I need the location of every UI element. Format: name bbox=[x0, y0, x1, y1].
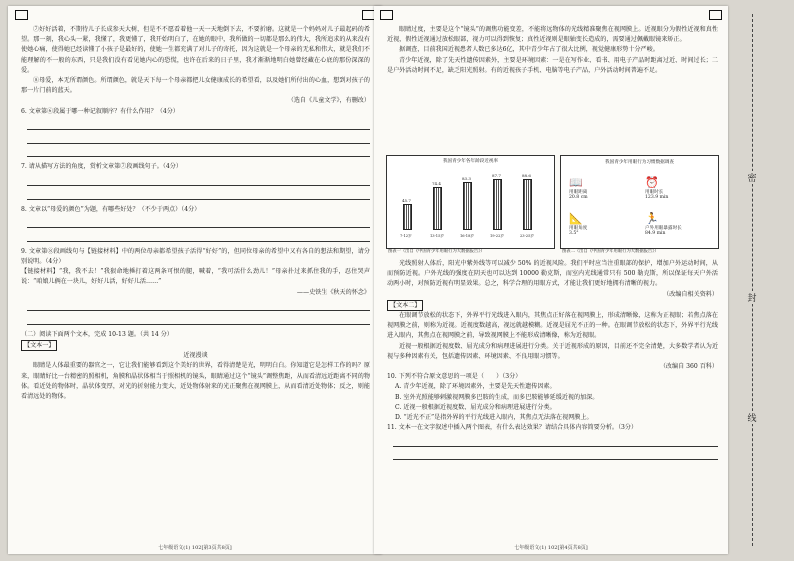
chart-figure-1 bbox=[386, 155, 555, 249]
eye-distance-icon: 📖 bbox=[569, 176, 583, 189]
chart-bar bbox=[433, 187, 442, 230]
answer-line[interactable] bbox=[27, 144, 370, 158]
tick-label: 16-18岁 bbox=[460, 234, 474, 238]
answer-line[interactable] bbox=[27, 298, 370, 312]
habit-item: ⏰ 用眼时长 123.9 min bbox=[645, 176, 669, 200]
chart-plot-area bbox=[387, 156, 554, 248]
question-6: 6. 文章第⑥段属于哪一种记叙顺序？有什么作用？（4分） bbox=[21, 107, 179, 115]
chart-bar bbox=[523, 179, 532, 230]
chart-figure-2 bbox=[560, 155, 719, 249]
source-note: （选自《儿童文学》，有删改） bbox=[287, 97, 370, 105]
text2-paragraph: 近视一般根据近视度数、屈光成分和病理进展进行分类。关于近视形成的原因，目前还不完全清楚，大多数学者认为近视与多种因素有关，包括遗传因素、环境因素、不良用眼习惯等。 bbox=[387, 342, 718, 360]
binding-margin bbox=[730, 6, 786, 554]
corner-marker bbox=[15, 10, 28, 20]
seal-char: 封 bbox=[744, 291, 760, 304]
answer-line[interactable] bbox=[393, 433, 718, 447]
clock-icon: ⏰ bbox=[645, 176, 659, 189]
page-footer: 七年级语文(1) 102[第4页共8页] bbox=[514, 545, 588, 551]
figure-caption: 图表一（出自《中国青少年用眼行为大数据报告》） bbox=[388, 249, 485, 254]
tick-label: 7-12岁 bbox=[400, 234, 412, 238]
link-source: ——史铁生《秋天的怀念》 bbox=[296, 288, 370, 296]
answer-line[interactable] bbox=[27, 173, 370, 187]
seal-line bbox=[752, 14, 753, 546]
corner-marker bbox=[380, 10, 393, 20]
habit-item: 🏃 户外用眼暴露时长 84.9 min bbox=[645, 212, 682, 236]
source-note: （改编自 360 百科） bbox=[659, 363, 718, 371]
right-page bbox=[374, 6, 728, 554]
answer-line[interactable] bbox=[27, 186, 370, 200]
data-label: 87.7 bbox=[492, 173, 501, 179]
chart-bar bbox=[493, 179, 502, 230]
option-b[interactable]: B. 室外光照能够刺激视网膜多巴胺的生成，而多巴胺能够延缓近视的加深。 bbox=[395, 393, 599, 401]
option-d[interactable]: D. “近光不正”是指外界的平行光线进入眼内，其焦点无法落在视网膜上。 bbox=[395, 414, 593, 422]
text1-paragraph: 光线照射人体后，阳光中紫外线等可以减少 50% 的近视风险。我们平时应当注重眼部的保护，增加户外运动时间，从而预防近视。户外光线的强度在阴天也可以达到 10000 勒克斯，而室内光线通常只有 500 勒克斯，所以保证每天户外活动两小时，对预防近视有明显效果。总之，科学合理的用眼方式，才能让我们更好地拥有清晰的视力。 bbox=[387, 260, 718, 288]
paragraph-7: ⑦好好活着，不期待儿子长成参天大树，但是不不愿看着他一天一天地倒下去，不要折磨。这就是一个妈妈对儿子最起码的希望。那一刻，我心头一紧，我懂了，我更懂了，我开始明白了，在她的眼中，我所做的一切都是那么的伟大，我所追求的从来没有使她心痛，使得她已经读懂了小孩子是最好的，使她一生都充满了对儿子的寄托，因为这就是一个母亲的无私和伟大，就是我们不能理解的不一般的东西，只是我们没有看见她内心的恐慌，也许在后来的日子里，我才渐渐地明白她曾经藏在心底的那份深深的爱。 bbox=[21, 26, 370, 74]
chart-bar bbox=[463, 182, 472, 230]
data-label: 88.6 bbox=[522, 172, 531, 178]
source-note: （改编自相关资料） bbox=[663, 290, 718, 298]
link-material-label: 【链接材料】 bbox=[21, 268, 60, 276]
text1-paragraph: 眼睛是人体最重要的器官之一，它让我们能够看到这个美好的世界，看得清楚是光，明明白白。你知道它是怎样工作的吗？原来，眼睛好比一台精密的照相机，角膜和晶状体相当于照相机的镜头，眼睛通过这个“镜头”调整焦距，从而看清远近距离不同的物体。看近处的物体时，晶状体变厚，对光的折射能力变大，近处物体射来的光正聚焦在视网膜上，从而看清近处物体；反之，则能看清远处的物体。 bbox=[21, 362, 370, 400]
text1-label: 【文本一】 bbox=[21, 340, 57, 351]
angle-icon: 📐 bbox=[569, 212, 583, 225]
text2-label: 【文本二】 bbox=[387, 300, 423, 311]
data-label: 45.7 bbox=[402, 197, 411, 203]
figure-caption: 图表二（出自《中国青少年用眼行为大数据报告》） bbox=[562, 249, 659, 254]
chart-bar bbox=[403, 204, 412, 231]
tick-label: 19-22岁 bbox=[490, 234, 504, 238]
page-footer: 七年级语文(1) 102[第3页共8页] bbox=[158, 545, 232, 551]
answer-line[interactable] bbox=[27, 130, 370, 144]
text1-paragraph: 眼睛过度，主要是这个“镜头”的调焦功能变差，不能将远物体的光线精准聚焦在视网膜上。近视眼分为假性近视和真性近视，假性近视通过放松眼部，视力可以得到恢复；真性近视则是眼轴变长造成的，需要通过佩戴眼镜来矫正。 bbox=[387, 26, 718, 44]
corner-marker bbox=[709, 10, 722, 20]
figure-title: 我国青少年用眼行为习惯数据调查 bbox=[605, 160, 674, 165]
answer-line[interactable] bbox=[27, 117, 370, 131]
text2-paragraph: 在眼调节放松的状态下，外界平行光线进入眼内，其焦点正好落在视网膜上，形成清晰像，这称为正视眼；若焦点落在视网膜之前，则称为近视。近视度数越高，视远就越模糊。近视是屈光不正的一种。在眼调节放松的状态下，外界平行光线进入眼内，其焦点在视网膜之前，导致视网膜上不能形成清晰像，称为近视眼。 bbox=[387, 312, 718, 340]
paragraph-8: ⑧母爱，本无所谓颜色。所谓颜色，就是天下每一个母亲都把儿女健康成长的希望看，以及她们所付出的心血，想到对孩子的那一片门前的蓝天。 bbox=[21, 77, 370, 95]
question-10: 10. 下列不符合原文意思的一项是（ ）（3分） bbox=[387, 373, 522, 381]
answer-line[interactable] bbox=[27, 215, 370, 229]
data-label: 74.4 bbox=[432, 180, 441, 186]
left-page bbox=[8, 6, 382, 554]
question-9: 9. 文章第⑧段画线句与【链接材料】中的两位母亲都希望孩子活得“好好”的，但同位母亲的希望中又有各自的想法和期望，请分别说明。（4分） bbox=[21, 247, 370, 265]
answer-line[interactable] bbox=[393, 447, 718, 461]
text1-paragraph: 据调查，目前我国近视患者人数已多达6亿，其中青少年占了很大比例，视觉健康形势十分严峻。 bbox=[399, 46, 659, 54]
text1-paragraph: 青少年近视，除了先天性遗传因素外，主要是环境因素：一是在写作业、看书、用电子产品时距离过近、时间过长；二是户外活动时间不足，缺乏阳光照射。有的近视孩子手机、电脑等电子产品，户外活动时间普遍不足。 bbox=[387, 56, 718, 74]
tick-label: 23-25岁 bbox=[520, 234, 534, 238]
answer-line[interactable] bbox=[27, 228, 370, 242]
question-7: 7. 请从描写方法的角度，赏析文章第⑦段画线句子。（4分） bbox=[21, 163, 182, 171]
seal-char: 线 bbox=[744, 411, 760, 424]
link-material bbox=[21, 267, 370, 287]
section-heading: （二）阅读下面两个文本，完成 10-13 题。（共 14 分） bbox=[21, 330, 173, 338]
answer-line[interactable] bbox=[27, 311, 370, 325]
question-11: 11. 文本一在文字叙述中插入两个图表，有什么表达效果？请结合具体内容简要分析。（3分） bbox=[387, 424, 638, 432]
link-material-text: “我，我不去！”我狠命地捶打着这两条可恨的腿，喊着，“我可活什么劲儿！”母亲扑过来抓住我的手，忍住哭声说：“咱娘儿俩在一块儿，好好儿活，好好儿活……” bbox=[21, 268, 370, 286]
option-a[interactable]: A. 青少年近视，除了环境因素外，主要是先天性遗传因素。 bbox=[395, 383, 556, 391]
article-title: 近视漫谈 bbox=[183, 352, 208, 360]
option-c[interactable]: C. 近视一般根据近视度数、屈光成分和病理进展进行分类。 bbox=[395, 403, 556, 411]
chart-title: 我国青少年各年龄段近视率 bbox=[442, 159, 499, 164]
runner-icon: 🏃 bbox=[645, 212, 659, 225]
habit-item: 📖 用眼距离 20.8 cm bbox=[569, 176, 588, 200]
tick-label: 13-15岁 bbox=[430, 234, 444, 238]
data-label: 83.3 bbox=[462, 175, 471, 181]
seal-char: 密 bbox=[744, 171, 760, 184]
habit-item: 📐 用眼角度 3.5° bbox=[569, 212, 588, 236]
question-8: 8. 文章以“母爱的颜色”为题，有哪些好处？（不少于两点）（4分） bbox=[21, 205, 201, 213]
